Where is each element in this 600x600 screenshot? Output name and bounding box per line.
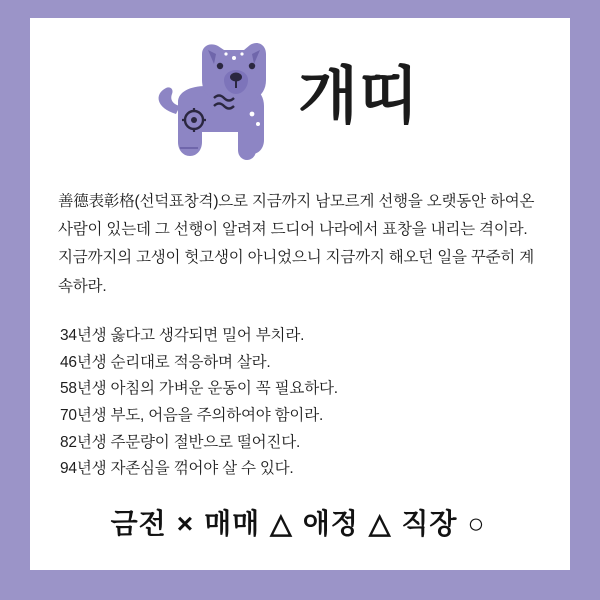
summary-mark-work: ○ [467, 508, 486, 539]
fortune-paragraph: 善德表彰格(선덕표창격)으로 지금까지 남모르게 선행을 오랫동안 하여온 사람이 있는데 그 선행이 알려져 드디어 나라에서 표창을 내리는 격이라. 지금까지의 고생이 헛고생이 아니었으니 지금까지 해오던 일을 꾸준히 계속하라. [58, 193, 535, 295]
summary-bar [30, 502, 570, 542]
summary-label-love: 애정 [302, 508, 359, 539]
year-fortune-list [60, 323, 530, 483]
list-item: 70년생 부도, 어음을 주의하여야 함이라. [60, 406, 324, 424]
list-item: 58년생 아침의 가벼운 운동이 꼭 필요하다. [60, 380, 338, 398]
summary-mark-money: × [176, 508, 195, 539]
list-item: 34년생 옳다고 생각되면 밀어 부치라. [60, 327, 305, 344]
summary-mark-trade: △ [270, 508, 293, 539]
summary-label-money: 금전 [110, 508, 167, 539]
list-item: 46년생 순리대로 적응하며 살라. [60, 353, 271, 371]
list-item: 82년생 주문량이 절반으로 떨어진다. [60, 433, 301, 451]
summary-label-work: 직장 [401, 508, 458, 539]
summary-mark-love: △ [368, 508, 392, 539]
page-title: 개띠 [298, 62, 420, 131]
dog-illustration [140, 36, 290, 186]
card-header [30, 18, 570, 183]
summary-label-trade: 매매 [204, 508, 261, 539]
list-item: 94년생 자존심을 꺾어야 살 수 있다. [60, 460, 294, 478]
fortune-card [30, 18, 570, 570]
